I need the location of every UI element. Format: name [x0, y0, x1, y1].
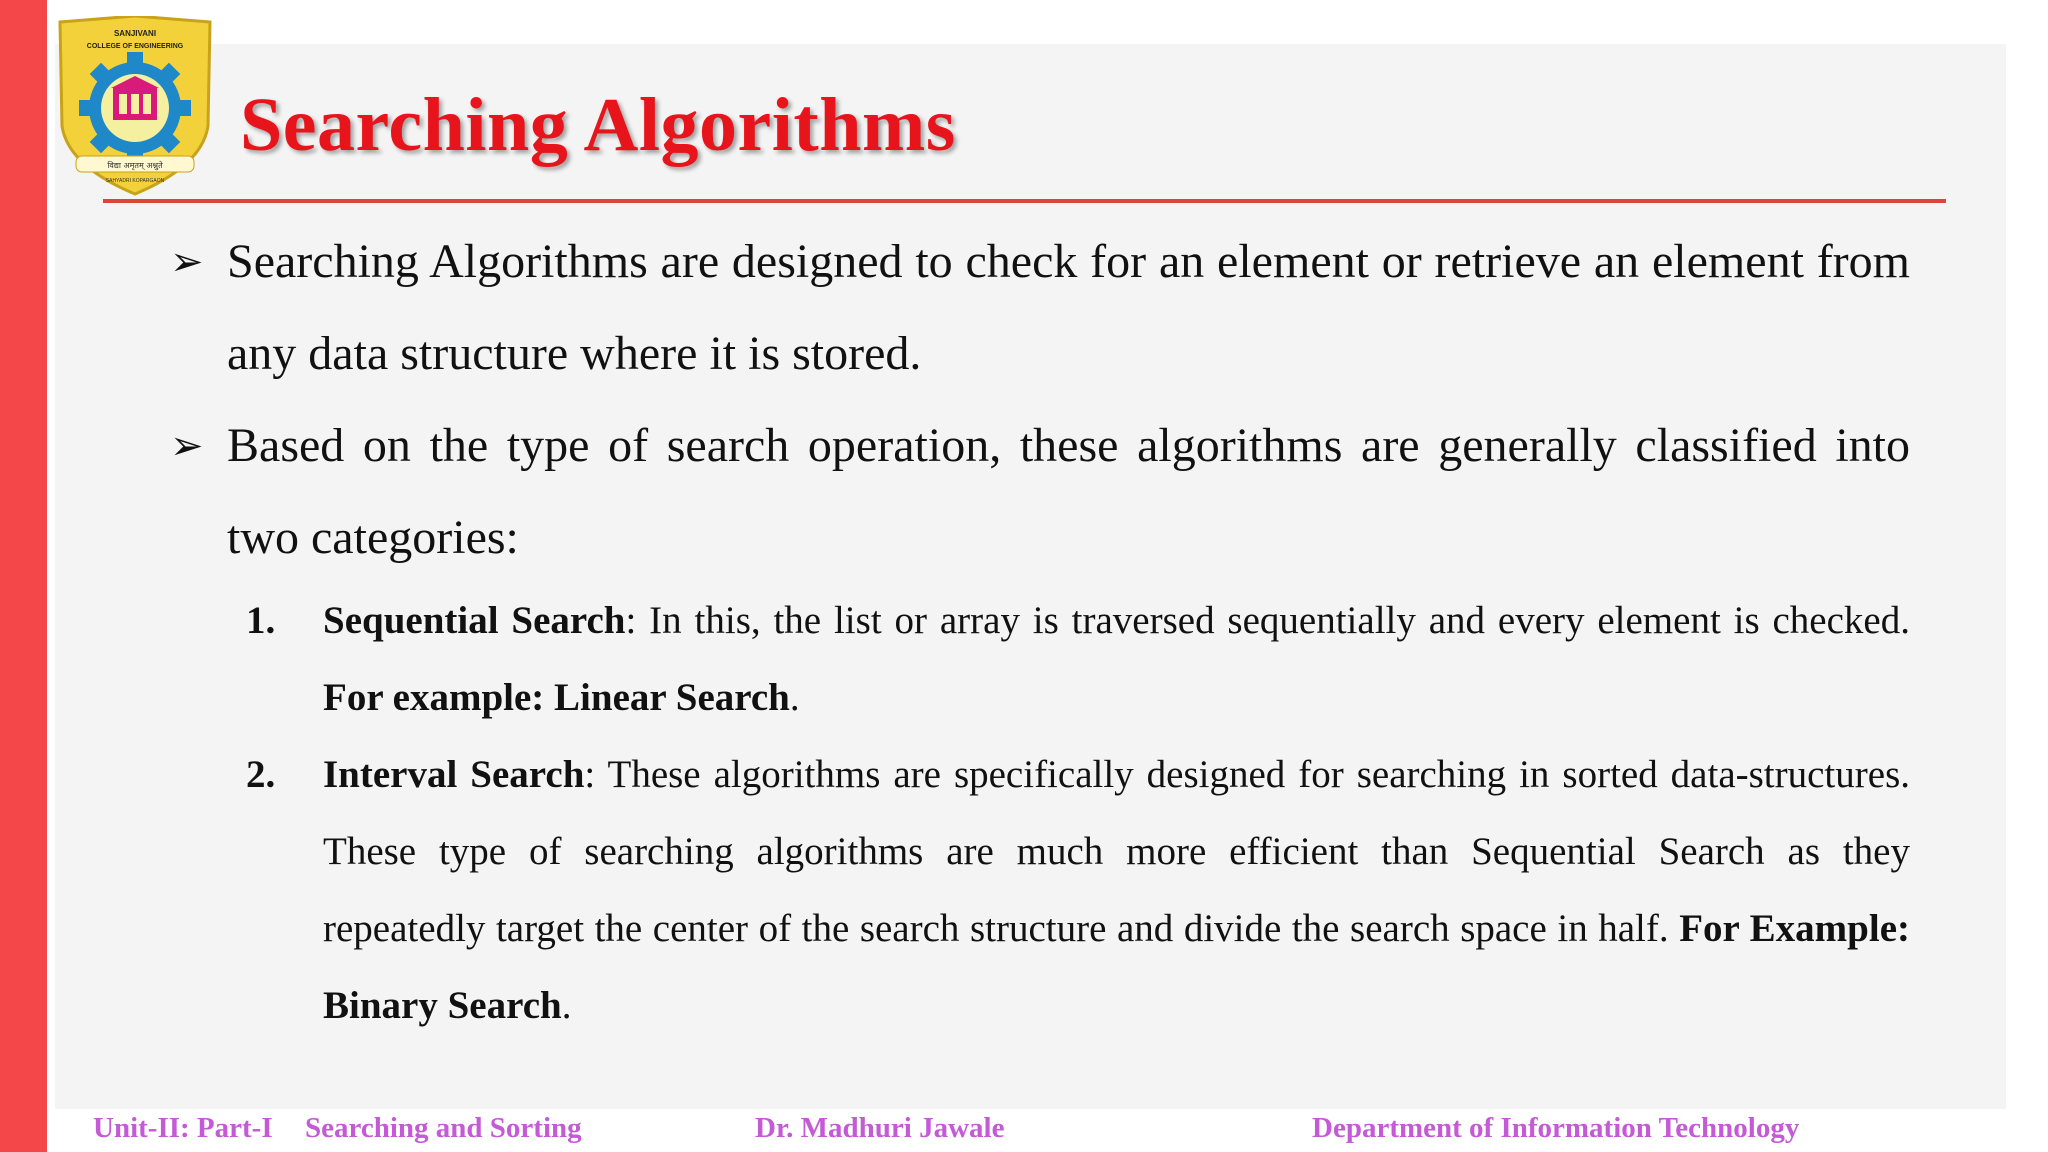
item-end: . — [561, 984, 572, 1027]
svg-text:विद्या अमृतम् अश्नुते: विद्या अमृतम् अश्नुते — [107, 161, 163, 170]
item-end: . — [789, 676, 800, 719]
footer-author: Dr. Madhuri Jawale — [755, 1112, 1005, 1144]
item-term: Interval Search — [323, 753, 585, 796]
item-body — [323, 736, 1910, 1044]
item-number: 1. — [246, 599, 276, 642]
college-logo-icon — [52, 16, 218, 196]
arrow-bullet-icon: ➢ — [170, 239, 204, 284]
bullet-text: Based on the type of search operation, these algorithms are generally classified into two categories: — [227, 419, 1910, 564]
bullet-point-1 — [170, 216, 1910, 400]
title-underline — [103, 199, 1946, 203]
item-example: For Example: Binary Search — [323, 907, 1910, 1027]
item-number: 2. — [246, 753, 276, 796]
svg-text:COLLEGE OF ENGINEERING: COLLEGE OF ENGINEERING — [86, 43, 184, 50]
item-example: For example: Linear Search — [323, 676, 790, 719]
arrow-bullet-icon: ➢ — [170, 423, 204, 468]
svg-text:SAHYADRI KOPARGAON: SAHYADRI KOPARGAON — [105, 178, 165, 184]
bullet-point-2 — [170, 400, 1910, 584]
item-body — [323, 582, 1910, 736]
category-item-2 — [246, 736, 1910, 1044]
svg-text:SANJIVANI: SANJIVANI — [113, 29, 157, 38]
item-term: Sequential Search — [323, 599, 626, 642]
footer-unit: Unit-II: Part-I — [93, 1112, 273, 1144]
footer-department: Department of Information Technology — [1312, 1112, 1800, 1144]
item-description: : In this, the list or array is traversed sequentially and every element is checked. — [625, 599, 1910, 642]
slide-footer — [0, 1108, 2048, 1152]
left-accent-bar — [0, 0, 47, 1152]
slide-title: Searching Algorithms — [240, 83, 956, 167]
college-logo — [52, 16, 218, 196]
bullet-text: Searching Algorithms are designed to check for an element or retrieve an element from any data structure where it is stored. — [227, 235, 1910, 380]
category-item-1 — [246, 582, 1910, 736]
footer-topic: Searching and Sorting — [305, 1112, 582, 1144]
item-description: : These algorithms are specifically designed for searching in sorted data-structures. These type of searching algorithms are much more efficient than Sequential Search as they repeatedly target the center of the search structure and divide the search space in half. — [323, 753, 1910, 950]
